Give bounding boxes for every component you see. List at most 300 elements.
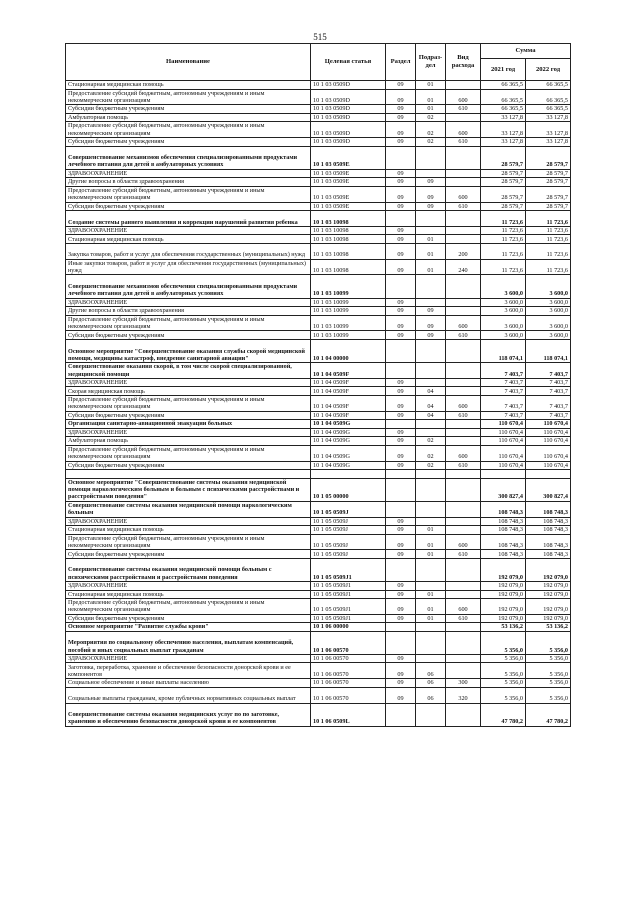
- cell-type: [446, 517, 481, 526]
- cell-article: 10 1 03 10099: [311, 307, 386, 316]
- table-row: [66, 169, 571, 178]
- cell-2021: 108 748,3: [481, 534, 526, 550]
- cell-subsection: [416, 275, 446, 298]
- table-row: [66, 315, 571, 331]
- cell-2021: 192 079,0: [481, 590, 526, 599]
- cell-2022: 7 403,7: [526, 378, 571, 387]
- cell-article: 10 1 03 0509E: [311, 169, 386, 178]
- cell-2022: 47 780,2: [526, 703, 571, 726]
- cell-section: 09: [386, 663, 416, 679]
- cell-type: [446, 113, 481, 122]
- cell-subsection: 04: [416, 395, 446, 411]
- cell-section: 09: [386, 202, 416, 211]
- cell-section: 09: [386, 654, 416, 663]
- cell-name: ЗДРАВООХРАНЕНИЕ: [66, 226, 311, 235]
- cell-type: 610: [446, 411, 481, 420]
- col-subsection-header: Подраз-дел: [416, 44, 446, 81]
- cell-subsection: 06: [416, 687, 446, 703]
- cell-subsection: 09: [416, 186, 446, 202]
- cell-subsection: [416, 211, 446, 227]
- cell-section: [386, 470, 416, 479]
- cell-name: Субсидии бюджетным учреждениям: [66, 411, 311, 420]
- cell-section: 09: [386, 169, 416, 178]
- cell-type: 600: [446, 186, 481, 202]
- cell-section: [386, 558, 416, 581]
- cell-2022: 11 723,6: [526, 211, 571, 227]
- cell-2021: 11 723,6: [481, 259, 526, 275]
- cell-section: [386, 275, 416, 298]
- cell-type: [446, 470, 481, 479]
- cell-article: 10 1 06 0509L: [311, 703, 386, 726]
- cell-2021: 33 127,8: [481, 138, 526, 147]
- cell-article: 10 1 03 0509D: [311, 105, 386, 114]
- cell-section: 09: [386, 122, 416, 138]
- cell-section: 09: [386, 226, 416, 235]
- cell-article: 10 1 04 0509G: [311, 437, 386, 446]
- cell-2022: 192 079,0: [526, 590, 571, 599]
- budget-table: [65, 43, 571, 727]
- cell-2022: 108 748,3: [526, 534, 571, 550]
- cell-name: Стационарная медицинская помощь: [66, 590, 311, 599]
- cell-subsection: 01: [416, 235, 446, 244]
- cell-name: Предоставление субсидий бюджетным, автономным учреждениям и иным некоммерческим организациям: [66, 89, 311, 105]
- cell-2022: 11 723,6: [526, 243, 571, 259]
- cell-2022: 53 136,2: [526, 623, 571, 632]
- cell-article: 10 1 04 0509F: [311, 387, 386, 396]
- cell-2021: 11 723,6: [481, 243, 526, 259]
- cell-type: 240: [446, 259, 481, 275]
- cell-2022: 11 723,6: [526, 235, 571, 244]
- table-row: [66, 235, 571, 244]
- cell-section: 09: [386, 315, 416, 331]
- cell-article: 10 1 06 00570: [311, 654, 386, 663]
- cell-2021: 11 723,6: [481, 211, 526, 227]
- cell-2021: 7 403,7: [481, 387, 526, 396]
- cell-article: 10 1 03 0509D: [311, 113, 386, 122]
- cell-type: 300: [446, 679, 481, 688]
- cell-2022: 110 670,4: [526, 420, 571, 429]
- cell-subsection: 09: [416, 202, 446, 211]
- table-row: [66, 590, 571, 599]
- cell-subsection: 06: [416, 679, 446, 688]
- table-row: [66, 461, 571, 470]
- cell-type: 200: [446, 243, 481, 259]
- cell-2022: 3 600,0: [526, 331, 571, 340]
- table-row: [66, 113, 571, 122]
- cell-type: [446, 81, 481, 90]
- cell-subsection: 01: [416, 614, 446, 623]
- cell-article: 10 1 03 0509E: [311, 146, 386, 169]
- cell-2022: 110 670,4: [526, 461, 571, 470]
- cell-subsection: [416, 654, 446, 663]
- cell-type: 600: [446, 89, 481, 105]
- cell-section: [386, 631, 416, 654]
- table-row: [66, 437, 571, 446]
- table-row: [66, 226, 571, 235]
- cell-2022: 5 356,0: [526, 631, 571, 654]
- cell-section: [386, 420, 416, 429]
- table-row: [66, 703, 571, 726]
- cell-2022: 300 827,4: [526, 478, 571, 501]
- cell-2021: 5 356,0: [481, 663, 526, 679]
- cell-name: Предоставление субсидий бюджетным, автономным учреждениям и иным некоммерческим организациям: [66, 315, 311, 331]
- cell-subsection: [416, 339, 446, 362]
- cell-2021: 108 748,3: [481, 517, 526, 526]
- table-row: [66, 501, 571, 517]
- cell-2022: 192 079,0: [526, 582, 571, 591]
- cell-2021: 7 403,7: [481, 411, 526, 420]
- page-number: 515: [313, 32, 327, 42]
- cell-subsection: [416, 363, 446, 379]
- table-row: [66, 259, 571, 275]
- cell-subsection: 02: [416, 122, 446, 138]
- cell-2022: 5 356,0: [526, 679, 571, 688]
- cell-article: 10 1 05 0509J1: [311, 558, 386, 581]
- cell-article: 10 1 05 0509J1: [311, 590, 386, 599]
- cell-article: 10 1 04 0509F: [311, 411, 386, 420]
- cell-type: 610: [446, 138, 481, 147]
- cell-type: [446, 663, 481, 679]
- cell-article: 10 1 04 0509G: [311, 428, 386, 437]
- col-sum-header: Сумма: [481, 44, 571, 59]
- cell-2022: 28 579,7: [526, 202, 571, 211]
- table-row: [66, 478, 571, 501]
- cell-type: [446, 623, 481, 632]
- cell-name: [66, 470, 311, 479]
- cell-section: 09: [386, 526, 416, 535]
- cell-type: 610: [446, 461, 481, 470]
- cell-2021: 28 579,7: [481, 169, 526, 178]
- cell-2021: 108 748,3: [481, 501, 526, 517]
- cell-subsection: [416, 558, 446, 581]
- table-row: [66, 363, 571, 379]
- cell-article: 10 1 05 0509J1: [311, 599, 386, 615]
- cell-subsection: 02: [416, 113, 446, 122]
- cell-subsection: 01: [416, 590, 446, 599]
- cell-2022: 110 670,4: [526, 445, 571, 461]
- cell-section: 09: [386, 138, 416, 147]
- cell-2021: 3 600,0: [481, 331, 526, 340]
- cell-2022: 7 403,7: [526, 387, 571, 396]
- cell-article: 10 1 04 0509F: [311, 363, 386, 379]
- cell-article: 10 1 05 00000: [311, 478, 386, 501]
- cell-2022: 108 748,3: [526, 550, 571, 559]
- table-row: [66, 654, 571, 663]
- cell-2021: 5 356,0: [481, 687, 526, 703]
- cell-article: 10 1 06 00570: [311, 687, 386, 703]
- cell-type: 600: [446, 599, 481, 615]
- cell-name: Предоставление субсидий бюджетным, автономным учреждениям и иным некоммерческим организациям: [66, 445, 311, 461]
- cell-2021: 33 127,8: [481, 113, 526, 122]
- table-row: [66, 534, 571, 550]
- cell-2021: 28 579,7: [481, 186, 526, 202]
- cell-section: [386, 623, 416, 632]
- cell-name: Совершенствование механизмов обеспечения специализированными продуктами лечебного питания для детей в амбулаторных условиях: [66, 146, 311, 169]
- cell-2022: 28 579,7: [526, 169, 571, 178]
- cell-2022: 118 074,1: [526, 339, 571, 362]
- cell-name: Предоставление субсидий бюджетным, автономным учреждениям и иным некоммерческим организациям: [66, 122, 311, 138]
- cell-2021: 192 079,0: [481, 582, 526, 591]
- cell-section: 09: [386, 599, 416, 615]
- cell-name: Другие вопросы в области здравоохранения: [66, 178, 311, 187]
- cell-article: 10 1 03 0509D: [311, 89, 386, 105]
- cell-name: Предоставление субсидий бюджетным, автономным учреждениям и иным некоммерческим организациям: [66, 599, 311, 615]
- cell-article: 10 1 03 10099: [311, 315, 386, 331]
- cell-article: 10 1 03 10098: [311, 259, 386, 275]
- cell-name: Основное мероприятие "Совершенствование системы оказания медицинской помощи наркологическим больным и больным с психическими расстройствами и расстройствами поведения": [66, 478, 311, 501]
- cell-2022: 192 079,0: [526, 614, 571, 623]
- cell-2021: 118 074,1: [481, 339, 526, 362]
- cell-type: 600: [446, 122, 481, 138]
- cell-subsection: [416, 169, 446, 178]
- cell-section: [386, 501, 416, 517]
- table-row: [66, 526, 571, 535]
- cell-type: 610: [446, 614, 481, 623]
- cell-subsection: 02: [416, 138, 446, 147]
- cell-name: Мероприятия по социальному обеспечению населения, выплатам компенсаций, пособий и иных социальных выплат гражданам: [66, 631, 311, 654]
- cell-article: 10 1 06 00000: [311, 623, 386, 632]
- cell-section: 09: [386, 614, 416, 623]
- cell-section: 09: [386, 298, 416, 307]
- cell-name: Социальные выплаты гражданам, кроме публичных нормативных социальных выплат: [66, 687, 311, 703]
- cell-2022: 5 356,0: [526, 663, 571, 679]
- table-row: [66, 339, 571, 362]
- cell-2022: 28 579,7: [526, 186, 571, 202]
- cell-name: Предоставление субсидий бюджетным, автономным учреждениям и иным некоммерческим организациям: [66, 186, 311, 202]
- cell-2022: 7 403,7: [526, 411, 571, 420]
- table-row: [66, 146, 571, 169]
- cell-name: Субсидии бюджетным учреждениям: [66, 331, 311, 340]
- cell-name: Амбулаторная помощь: [66, 437, 311, 446]
- table-row: [66, 599, 571, 615]
- cell-type: 610: [446, 550, 481, 559]
- cell-subsection: 01: [416, 89, 446, 105]
- table-header: [66, 44, 571, 81]
- cell-section: [386, 339, 416, 362]
- cell-article: 10 1 05 0509J: [311, 550, 386, 559]
- table-row: [66, 395, 571, 411]
- cell-2021: 66 365,5: [481, 81, 526, 90]
- table-row: [66, 178, 571, 187]
- cell-name: Совершенствование механизмов обеспечения специализированными продуктами лечебного питания для детей в амбулаторных условиях: [66, 275, 311, 298]
- cell-name: Социальное обеспечение и иные выплаты населению: [66, 679, 311, 688]
- cell-section: [386, 478, 416, 501]
- cell-2021: 11 723,6: [481, 226, 526, 235]
- cell-subsection: 02: [416, 461, 446, 470]
- cell-section: 09: [386, 517, 416, 526]
- cell-section: 09: [386, 113, 416, 122]
- cell-section: 09: [386, 461, 416, 470]
- cell-2022: 3 600,0: [526, 307, 571, 316]
- col-article-header: Целевая статья: [311, 44, 386, 81]
- col-section-header: Раздел: [386, 44, 416, 81]
- cell-article: 10 1 03 0509D: [311, 81, 386, 90]
- cell-subsection: [416, 517, 446, 526]
- cell-2022: 192 079,0: [526, 599, 571, 615]
- cell-name: Стационарная медицинская помощь: [66, 526, 311, 535]
- cell-name: Скорая медицинская помощь: [66, 387, 311, 396]
- cell-2021: 108 748,3: [481, 550, 526, 559]
- cell-subsection: 06: [416, 663, 446, 679]
- table-row: [66, 89, 571, 105]
- cell-subsection: 01: [416, 526, 446, 535]
- cell-2022: 66 365,5: [526, 89, 571, 105]
- cell-type: [446, 387, 481, 396]
- cell-subsection: [416, 582, 446, 591]
- cell-2022: 11 723,6: [526, 226, 571, 235]
- cell-subsection: [416, 226, 446, 235]
- table-row: [66, 275, 571, 298]
- cell-article: [311, 470, 386, 479]
- table-row: [66, 631, 571, 654]
- cell-section: 09: [386, 307, 416, 316]
- cell-article: 10 1 04 0509G: [311, 420, 386, 429]
- cell-section: 09: [386, 105, 416, 114]
- cell-2021: 5 356,0: [481, 679, 526, 688]
- cell-2022: [526, 470, 571, 479]
- cell-section: 09: [386, 687, 416, 703]
- cell-2022: 3 600,0: [526, 315, 571, 331]
- cell-name: Предоставление субсидий бюджетным, автономным учреждениям и иным некоммерческим организациям: [66, 534, 311, 550]
- cell-2022: 5 356,0: [526, 654, 571, 663]
- cell-type: 610: [446, 202, 481, 211]
- cell-section: 09: [386, 395, 416, 411]
- cell-name: Субсидии бюджетным учреждениям: [66, 550, 311, 559]
- cell-2022: 110 670,4: [526, 428, 571, 437]
- cell-article: 10 1 03 10099: [311, 331, 386, 340]
- cell-name: Совершенствование системы оказания медицинских услуг по по заготовке, хранению и обеспечению безопасности донорской крови и ее компонентов: [66, 703, 311, 726]
- cell-2021: 28 579,7: [481, 146, 526, 169]
- cell-type: [446, 654, 481, 663]
- cell-subsection: 01: [416, 81, 446, 90]
- cell-section: 09: [386, 534, 416, 550]
- cell-subsection: 01: [416, 550, 446, 559]
- cell-article: 10 1 03 10098: [311, 243, 386, 259]
- cell-section: 09: [386, 411, 416, 420]
- cell-subsection: [416, 470, 446, 479]
- cell-section: 09: [386, 550, 416, 559]
- table-row: [66, 211, 571, 227]
- cell-name: Предоставление субсидий бюджетным, автономным учреждениям и иным некоммерческим организациям: [66, 395, 311, 411]
- col-2021-header: 2021 год: [481, 59, 526, 81]
- cell-2022: 108 748,3: [526, 501, 571, 517]
- cell-subsection: 01: [416, 534, 446, 550]
- cell-article: 10 1 05 0509J1: [311, 614, 386, 623]
- cell-subsection: 04: [416, 387, 446, 396]
- cell-name: Иные закупки товаров, работ и услуг для обеспечения государственных (муниципальных) нужд: [66, 259, 311, 275]
- cell-name: Стационарная медицинская помощь: [66, 81, 311, 90]
- cell-name: Совершенствование системы оказания медицинской помощи наркологическим больным: [66, 501, 311, 517]
- cell-section: 09: [386, 178, 416, 187]
- cell-2022: 28 579,7: [526, 178, 571, 187]
- cell-section: 09: [386, 445, 416, 461]
- cell-type: 610: [446, 331, 481, 340]
- cell-type: 320: [446, 687, 481, 703]
- cell-article: 10 1 04 0509F: [311, 395, 386, 411]
- table-row: [66, 614, 571, 623]
- cell-section: 09: [386, 89, 416, 105]
- cell-2021: 33 127,8: [481, 122, 526, 138]
- cell-article: 10 1 03 10099: [311, 275, 386, 298]
- cell-name: ЗДРАВООХРАНЕНИЕ: [66, 428, 311, 437]
- cell-type: [446, 178, 481, 187]
- cell-section: [386, 146, 416, 169]
- cell-article: 10 1 06 00570: [311, 663, 386, 679]
- cell-article: 10 1 03 10099: [311, 298, 386, 307]
- cell-subsection: [416, 420, 446, 429]
- cell-section: [386, 211, 416, 227]
- cell-article: 10 1 05 0509J: [311, 534, 386, 550]
- cell-article: 10 1 05 0509J: [311, 501, 386, 517]
- table-row: [66, 411, 571, 420]
- cell-type: 600: [446, 534, 481, 550]
- cell-section: 09: [386, 387, 416, 396]
- cell-name: ЗДРАВООХРАНЕНИЕ: [66, 582, 311, 591]
- cell-type: [446, 169, 481, 178]
- cell-article: 10 1 03 0509D: [311, 122, 386, 138]
- cell-subsection: [416, 428, 446, 437]
- cell-section: 09: [386, 81, 416, 90]
- cell-type: [446, 298, 481, 307]
- cell-2022: 7 403,7: [526, 395, 571, 411]
- cell-article: 10 1 05 0509J: [311, 526, 386, 535]
- cell-2022: 3 600,0: [526, 298, 571, 307]
- cell-2021: 110 670,4: [481, 437, 526, 446]
- cell-type: 600: [446, 315, 481, 331]
- table-row: [66, 298, 571, 307]
- cell-2021: 11 723,6: [481, 235, 526, 244]
- cell-type: [446, 631, 481, 654]
- cell-2022: 108 748,3: [526, 526, 571, 535]
- cell-2021: 110 670,4: [481, 461, 526, 470]
- cell-2022: 11 723,6: [526, 259, 571, 275]
- cell-type: [446, 211, 481, 227]
- col-2022-header: 2022 год: [526, 59, 571, 81]
- table-row: [66, 331, 571, 340]
- cell-type: [446, 420, 481, 429]
- cell-2021: 66 365,5: [481, 89, 526, 105]
- cell-article: 10 1 03 0509D: [311, 138, 386, 147]
- cell-subsection: 09: [416, 307, 446, 316]
- cell-2021: 110 670,4: [481, 445, 526, 461]
- cell-2021: 108 748,3: [481, 526, 526, 535]
- cell-subsection: 01: [416, 599, 446, 615]
- cell-subsection: [416, 298, 446, 307]
- table-row: [66, 122, 571, 138]
- table-row: [66, 582, 571, 591]
- cell-article: 10 1 04 0509F: [311, 378, 386, 387]
- cell-name: Создание системы раннего выявления и коррекции нарушений развития ребенка: [66, 211, 311, 227]
- cell-2021: 3 600,0: [481, 307, 526, 316]
- cell-2022: 192 079,0: [526, 558, 571, 581]
- cell-section: 09: [386, 590, 416, 599]
- cell-article: 10 1 03 0509E: [311, 202, 386, 211]
- cell-2022: 110 670,4: [526, 437, 571, 446]
- cell-article: 10 1 03 10098: [311, 235, 386, 244]
- cell-subsection: [416, 478, 446, 501]
- cell-type: [446, 590, 481, 599]
- cell-section: 09: [386, 679, 416, 688]
- cell-name: Основное мероприятие "Совершенствование оказания службы скорой медицинской помощи, медицины катастроф, внедрение санитарной авиации": [66, 339, 311, 362]
- cell-section: [386, 703, 416, 726]
- cell-section: 09: [386, 259, 416, 275]
- cell-subsection: 09: [416, 178, 446, 187]
- cell-2021: 53 136,2: [481, 623, 526, 632]
- cell-type: [446, 703, 481, 726]
- cell-type: [446, 501, 481, 517]
- cell-section: 09: [386, 378, 416, 387]
- table-row: [66, 378, 571, 387]
